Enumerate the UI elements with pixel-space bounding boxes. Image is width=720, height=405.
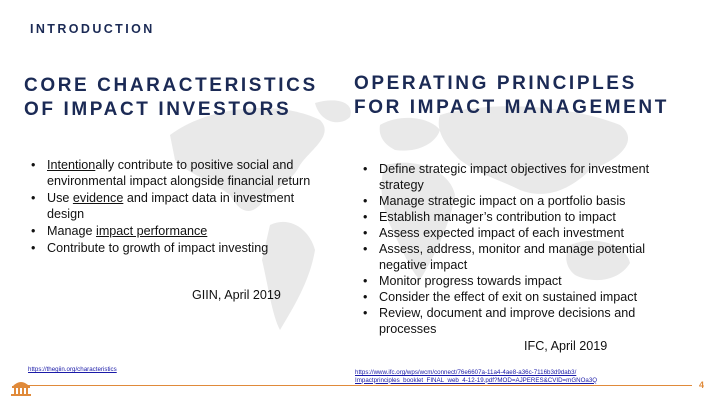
item-post: ally contribute to positive social and environmental impact alongside financial return [47, 158, 311, 188]
bullet-dot: • [31, 158, 36, 172]
bullet-dot: • [31, 191, 36, 205]
bullet-dot: • [363, 226, 368, 240]
list-item [363, 161, 663, 193]
left-source: GIIN, April 2019 [192, 288, 281, 302]
right-heading [354, 72, 669, 120]
ifc-link-line2: Impactprinciples_booklet_FINAL_web_4-12-19.pdf?MOD=AJPERES&CVID=mGNOa3Q [355, 376, 598, 384]
bullet-dot: • [363, 242, 368, 256]
list-item [363, 209, 663, 225]
bullet-dot: • [363, 162, 368, 176]
list-item [363, 273, 663, 289]
bullet-dot: • [363, 290, 368, 304]
list-item [363, 305, 663, 337]
list-item [31, 157, 326, 189]
list-item [31, 190, 326, 222]
item-text: Define strategic impact objectives for investment strategy [379, 162, 650, 192]
left-heading-line2: OF IMPACT INVESTORS [24, 99, 292, 120]
principles-list [363, 161, 663, 337]
item-text: Consider the effect of exit on sustained impact [379, 290, 638, 304]
item-pre: Use [47, 191, 73, 205]
list-item [31, 240, 326, 256]
characteristics-list [31, 157, 326, 257]
section-label: INTRODUCTION [30, 22, 155, 36]
list-item [363, 193, 663, 209]
right-source: IFC, April 2019 [524, 339, 608, 353]
right-heading-line1: OPERATING PRINCIPLES [354, 73, 637, 94]
ifc-link-line1: https://www.ifc.org/wps/wcm/connect/76e6607a-11a4-4ae8-a36c-7116b3d9dab3/ [355, 369, 577, 376]
list-item [363, 241, 663, 273]
item-text: Assess, address, monitor and manage potential negative impact [379, 242, 646, 272]
giin-link[interactable]: https://thegiin.org/characteristics [28, 366, 117, 373]
item-text: Monitor progress towards impact [379, 274, 562, 288]
item-post: and impact data in investment design [47, 191, 295, 221]
item-pre: Contribute to growth of impact investing [47, 241, 269, 255]
item-emphasis: Intention [47, 158, 96, 172]
greenland-shape [315, 100, 351, 122]
bullet-dot: • [363, 210, 368, 224]
europe-shape [380, 118, 440, 151]
page-number: 4 [698, 380, 704, 390]
left-heading [24, 74, 318, 122]
list-item [31, 223, 326, 239]
list-item [363, 225, 663, 241]
bullet-dot: • [363, 274, 368, 288]
item-text: Review, document and improve decisions and processes [379, 306, 636, 336]
university-rotunda-logo-icon [10, 378, 32, 396]
ifc-link[interactable] [355, 369, 645, 384]
bullet-dot: • [31, 224, 36, 238]
bullet-dot: • [363, 194, 368, 208]
right-heading-line2: FOR IMPACT MANAGEMENT [354, 97, 669, 118]
item-emphasis: evidence [72, 191, 124, 205]
item-text: Manage strategic impact on a portfolio basis [379, 194, 626, 208]
item-emphasis: impact performance [96, 224, 208, 238]
item-text: Assess expected impact of each investment [379, 226, 625, 240]
footer-rule [28, 385, 692, 386]
item-text: Establish manager’s contribution to impact [379, 210, 616, 224]
item-pre: Manage [47, 224, 97, 238]
list-item [363, 289, 663, 305]
bullet-dot: • [363, 306, 368, 320]
bullet-dot: • [31, 241, 36, 255]
left-heading-line1: CORE CHARACTERISTICS [24, 75, 318, 96]
